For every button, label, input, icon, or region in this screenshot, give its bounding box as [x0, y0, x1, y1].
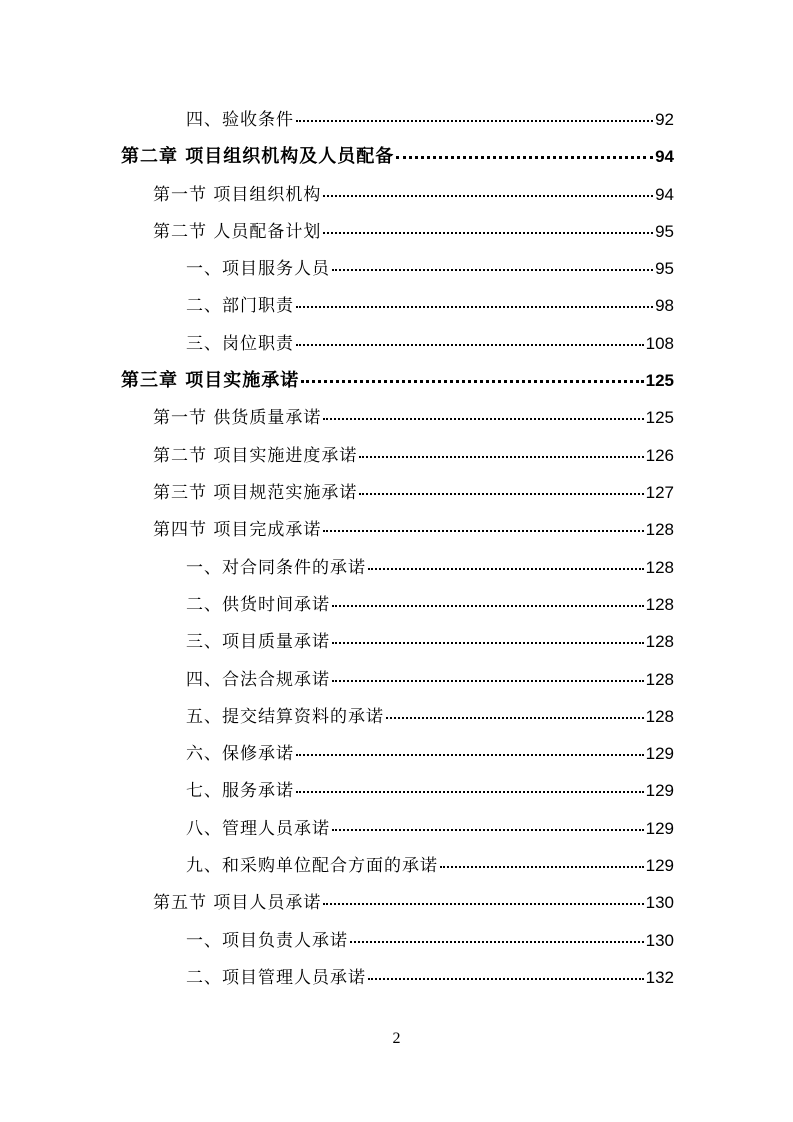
- toc-entry-page: 129: [645, 856, 674, 875]
- toc-dot-leader: [359, 493, 643, 495]
- toc-entry-page: 95: [655, 222, 674, 241]
- toc-dot-leader: [396, 156, 653, 159]
- toc-entry-title: 一、项目负责人承诺: [186, 931, 348, 951]
- toc-dot-leader: [332, 642, 644, 644]
- toc-entry-title: 七、服务承诺: [186, 781, 294, 801]
- toc-dot-leader: [296, 120, 653, 122]
- toc-entry-title: 四、验收条件: [186, 110, 294, 130]
- toc-entry-title: 第三章 项目实施承诺: [121, 370, 300, 391]
- toc-entry-page: 126: [645, 446, 674, 465]
- toc-entry-page: 130: [645, 931, 674, 950]
- toc-dot-leader: [323, 418, 643, 420]
- toc-dot-leader: [296, 754, 644, 756]
- toc-entry[interactable]: [186, 665, 674, 695]
- toc-entry-title: 九、和采购单位配合方面的承诺: [186, 856, 438, 876]
- toc-section-entry[interactable]: [153, 478, 674, 508]
- toc-entry-title: 八、管理人员承诺: [186, 819, 330, 839]
- toc-entry-title: 二、部门职责: [186, 296, 294, 316]
- toc-entry[interactable]: [186, 291, 674, 321]
- toc-entry[interactable]: [186, 627, 674, 657]
- toc-entry-title: 四、合法合规承诺: [186, 670, 330, 690]
- toc-section-entry[interactable]: [153, 888, 674, 918]
- toc-dot-leader: [350, 941, 644, 943]
- toc-entry-title: 第二节 项目实施进度承诺: [153, 446, 358, 466]
- toc-dot-leader: [332, 680, 644, 682]
- toc-section-entry[interactable]: [153, 180, 674, 210]
- toc-entry-title: 第一节 供货质量承诺: [153, 408, 322, 428]
- toc-entry-page: 92: [655, 110, 674, 129]
- toc-entry-page: 128: [645, 558, 674, 577]
- toc-section-entry[interactable]: [153, 217, 674, 247]
- toc-entry-title: 二、供货时间承诺: [186, 595, 330, 615]
- page-number: 2: [392, 1030, 401, 1047]
- toc-entry[interactable]: [186, 739, 674, 769]
- toc-entry-page: 128: [645, 707, 674, 726]
- toc-dot-leader: [296, 306, 653, 308]
- toc-entry[interactable]: [186, 851, 674, 881]
- toc-entry-title: 一、对合同条件的承诺: [186, 558, 366, 578]
- toc-entry-page: 128: [645, 632, 674, 651]
- toc-entry[interactable]: [186, 590, 674, 620]
- toc-dot-leader: [359, 456, 643, 458]
- toc-dot-leader: [323, 530, 643, 532]
- toc-entry-page: 94: [655, 185, 674, 204]
- toc-entry-page: 94: [655, 147, 674, 166]
- toc-entry-page: 125: [645, 408, 674, 427]
- toc-dot-leader: [323, 195, 653, 197]
- toc-entry-page: 129: [645, 744, 674, 763]
- toc-entry-title: 五、提交结算资料的承诺: [186, 707, 384, 727]
- toc-entry-page: 98: [655, 296, 674, 315]
- toc-dot-leader: [368, 568, 644, 570]
- toc-entry-title: 六、保修承诺: [186, 744, 294, 764]
- toc-entry-title: 二、项目管理人员承诺: [186, 968, 366, 988]
- toc-section-entry[interactable]: [153, 403, 674, 433]
- toc-dot-leader: [323, 903, 643, 905]
- toc-entry-page: 108: [645, 334, 674, 353]
- toc-entry-page: 127: [645, 483, 674, 502]
- toc-dot-leader: [332, 605, 644, 607]
- toc-entry[interactable]: [186, 553, 674, 583]
- toc-entry-title: 三、岗位职责: [186, 334, 294, 354]
- toc-entry-title: 第一节 项目组织机构: [153, 185, 322, 205]
- toc-entry-page: 129: [645, 781, 674, 800]
- toc-section-entry[interactable]: [153, 515, 674, 545]
- toc-entry-page: 129: [645, 819, 674, 838]
- toc-entry-page: 95: [655, 259, 674, 278]
- toc-dot-leader: [440, 866, 644, 868]
- toc-entry-title: 第二节 人员配备计划: [153, 222, 322, 242]
- toc-dot-leader: [301, 380, 643, 383]
- toc-entry-title: 第二章 项目组织机构及人员配备: [121, 146, 395, 167]
- toc-dot-leader: [332, 829, 644, 831]
- toc-entry-page: 125: [645, 371, 674, 390]
- toc-entry[interactable]: [186, 329, 674, 359]
- toc-entry-title: 第五节 项目人员承诺: [153, 893, 322, 913]
- toc-entry[interactable]: [186, 105, 674, 135]
- toc-entry-page: 128: [645, 670, 674, 689]
- toc-entry-page: 130: [645, 893, 674, 912]
- toc-entry-page: 132: [645, 968, 674, 987]
- toc-dot-leader: [332, 269, 653, 271]
- toc-entry[interactable]: [186, 926, 674, 956]
- toc-entry-title: 第三节 项目规范实施承诺: [153, 483, 358, 503]
- toc-dot-leader: [386, 717, 644, 719]
- toc-entry-page: 128: [645, 520, 674, 539]
- toc-dot-leader: [296, 791, 644, 793]
- toc-dot-leader: [323, 232, 653, 234]
- toc-entry-title: 第四节 项目完成承诺: [153, 520, 322, 540]
- toc-entry-page: 128: [645, 595, 674, 614]
- toc-entry[interactable]: [186, 254, 674, 284]
- toc-chapter-entry[interactable]: [121, 142, 674, 172]
- toc-entry[interactable]: [186, 776, 674, 806]
- toc-entry[interactable]: [186, 814, 674, 844]
- toc-entry-title: 三、项目质量承诺: [186, 632, 330, 652]
- toc-entry-title: 一、项目服务人员: [186, 259, 330, 279]
- toc-chapter-entry[interactable]: [121, 366, 674, 396]
- toc-dot-leader: [296, 344, 644, 346]
- toc-section-entry[interactable]: [153, 441, 674, 471]
- toc-dot-leader: [368, 978, 644, 980]
- toc-entry[interactable]: [186, 963, 674, 993]
- toc-entry[interactable]: [186, 702, 674, 732]
